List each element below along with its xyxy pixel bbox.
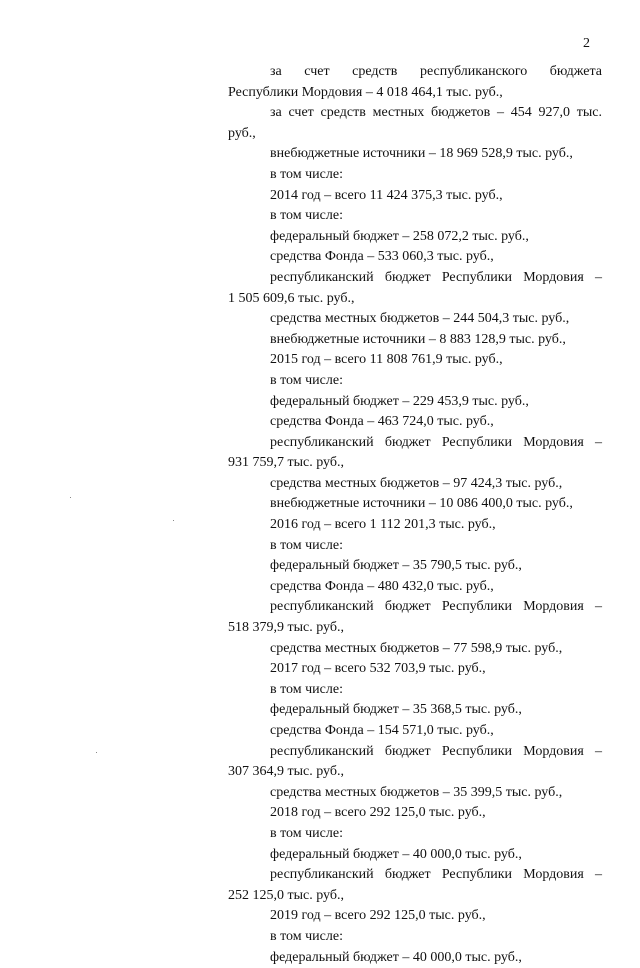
text-line: 518 379,9 тыс. руб., — [228, 620, 344, 636]
text-line: средства местных бюджетов – 35 399,5 тыс. руб., — [270, 784, 563, 800]
text-line: средства Фонда – 533 060,3 тыс. руб., — [270, 249, 494, 265]
text-line: за счет средств республиканского бюджета — [270, 64, 602, 79]
text-line: руб., — [228, 125, 256, 141]
text-line: средства местных бюджетов – 77 598,9 тыс. руб., — [270, 640, 563, 656]
text-line: средства Фонда – 463 724,0 тыс. руб., — [270, 414, 494, 430]
text-line: внебюджетные источники – 10 086 400,0 тыс. руб., — [270, 496, 573, 512]
document-body — [228, 62, 602, 968]
text-line: Республики Мордовия – 4 018 464,1 тыс. руб., — [228, 84, 503, 100]
text-line: федеральный бюджет – 258 072,2 тыс. руб., — [270, 228, 529, 244]
text-line: 252 125,0 тыс. руб., — [228, 887, 344, 903]
text-line: федеральный бюджет – 40 000,0 тыс. руб., — [270, 949, 522, 965]
text-line: в том числе: — [270, 825, 343, 841]
text-line: средства местных бюджетов – 244 504,3 тыс. руб., — [270, 311, 570, 327]
text-line: в том числе: — [270, 928, 343, 944]
text-line: 2019 год – всего 292 125,0 тыс. руб., — [270, 908, 486, 924]
text-line: федеральный бюджет – 229 453,9 тыс. руб., — [270, 393, 529, 409]
scan-artifact — [96, 752, 97, 753]
text-line: республиканский бюджет Республики Мордовия – — [270, 743, 602, 759]
text-line: в том числе: — [270, 372, 343, 388]
text-line: средства местных бюджетов – 97 424,3 тыс. руб., — [270, 475, 563, 491]
text-line: в том числе: — [270, 208, 343, 224]
text-line: 931 759,7 тыс. руб., — [228, 455, 344, 471]
text-line: в том числе: — [270, 681, 343, 697]
text-line: республиканский бюджет Республики Мордовия – — [270, 599, 602, 615]
scan-artifact — [70, 497, 71, 498]
scan-artifact — [173, 520, 174, 521]
text-line: федеральный бюджет – 35 790,5 тыс. руб., — [270, 558, 522, 574]
text-line: 307 364,9 тыс. руб., — [228, 764, 344, 780]
text-line: республиканский бюджет Республики Мордовия – — [270, 434, 602, 450]
text-line: средства Фонда – 154 571,0 тыс. руб., — [270, 723, 494, 738]
page-number: 2 — [583, 36, 590, 51]
text-line: 2018 год – всего 292 125,0 тыс. руб., — [270, 805, 486, 821]
text-line: федеральный бюджет – 40 000,0 тыс. руб., — [270, 846, 522, 862]
text-line: 1 505 609,6 тыс. руб., — [228, 290, 355, 306]
text-line: федеральный бюджет – 35 368,5 тыс. руб., — [270, 702, 522, 718]
text-line: республиканский бюджет Республики Мордовия – — [270, 269, 602, 285]
text-line: за счет средств местных бюджетов – 454 927,0 тыс. — [270, 105, 602, 121]
text-line: 2017 год – всего 532 703,9 тыс. руб., — [270, 661, 486, 677]
text-line: внебюджетные источники – 18 969 528,9 тыс. руб., — [270, 146, 573, 162]
text-line: республиканский бюджет Республики Мордовия – — [270, 867, 602, 883]
text-line: 2016 год – всего 1 112 201,3 тыс. руб., — [270, 517, 496, 533]
text-line: в том числе: — [270, 537, 343, 553]
text-line: 2014 год – всего 11 424 375,3 тыс. руб., — [270, 187, 503, 203]
text-line: внебюджетные источники – 8 883 128,9 тыс. руб., — [270, 331, 566, 347]
text-line: 2015 год – всего 11 808 761,9 тыс. руб., — [270, 352, 503, 368]
text-line: средства Фонда – 480 432,0 тыс. руб., — [270, 578, 494, 594]
text-line: в том числе: — [270, 166, 343, 182]
